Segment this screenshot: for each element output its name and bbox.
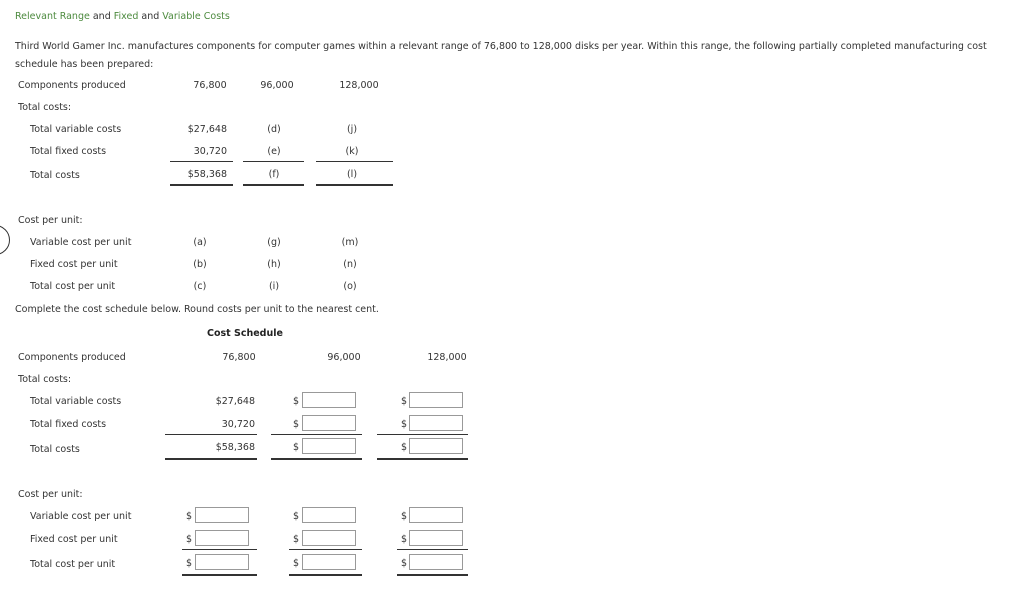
given-subtotal-rule — [170, 161, 233, 162]
currency-symbol: $ — [293, 396, 300, 407]
schedule-total-costs-label: Total costs: — [18, 374, 72, 385]
side-tab-circle — [0, 225, 10, 255]
schedule-cpu-subtotal-rule — [289, 549, 362, 550]
total-fixed-costs-96000-input[interactable] — [302, 415, 356, 431]
total-variable-costs-96000-input[interactable] — [302, 392, 356, 408]
schedule-cpu-total-rule — [397, 574, 468, 576]
given-total-costs-label: Total costs: — [18, 102, 72, 113]
given-cell: (a) — [193, 237, 207, 248]
schedule-title: Cost Schedule — [207, 328, 283, 339]
total-fixed-costs-128000-input[interactable] — [409, 415, 463, 431]
currency-symbol: $ — [401, 419, 408, 430]
total-costs-96000-input[interactable] — [302, 438, 356, 454]
currency-symbol: $ — [401, 558, 408, 569]
given-cpu-row-label: Total cost per unit — [30, 281, 116, 292]
currency-symbol: $ — [293, 442, 300, 453]
schedule-components-label: Components produced — [18, 352, 126, 363]
currency-symbol: $ — [293, 419, 300, 430]
header-relevant-range: Relevant Range — [15, 11, 90, 22]
schedule-col-2: 96,000 — [327, 352, 361, 363]
variable-cost-per-unit-96000-input[interactable] — [302, 507, 356, 523]
schedule-cpu-label: Cost per unit: — [18, 489, 83, 500]
given-cell: (o) — [343, 281, 357, 292]
variable-cost-per-unit-128000-input[interactable] — [409, 507, 463, 523]
given-cell: $58,368 — [187, 169, 227, 180]
page-header — [15, 11, 230, 22]
given-cell: (c) — [193, 281, 207, 292]
schedule-subtotal-rule — [377, 434, 468, 435]
total-cost-per-unit-128000-input[interactable] — [409, 554, 463, 570]
given-cell: $27,648 — [187, 124, 227, 135]
schedule-row-label: Total fixed costs — [30, 419, 107, 430]
currency-symbol: $ — [401, 442, 408, 453]
given-row-label: Total costs — [30, 170, 80, 181]
schedule-cpu-row-label: Variable cost per unit — [30, 511, 132, 522]
header-and-1: and — [89, 11, 114, 22]
given-row-label: Total fixed costs — [30, 146, 107, 157]
given-subtotal-rule — [316, 161, 393, 162]
given-cell: (k) — [345, 146, 359, 157]
schedule-given-cell: $58,368 — [215, 442, 255, 453]
schedule-col-1: 76,800 — [222, 352, 256, 363]
variable-cost-per-unit-76800-input[interactable] — [195, 507, 249, 523]
given-cell: (l) — [346, 169, 358, 180]
schedule-total-rule — [271, 458, 362, 460]
instruction-text: Complete the cost schedule below. Round costs per unit to the nearest cent. — [15, 304, 379, 315]
given-cell: (j) — [346, 124, 358, 135]
currency-symbol: $ — [186, 511, 193, 522]
given-cell: (e) — [267, 146, 281, 157]
fixed-cost-per-unit-96000-input[interactable] — [302, 530, 356, 546]
schedule-cpu-total-rule — [289, 574, 362, 576]
currency-symbol: $ — [186, 558, 193, 569]
currency-symbol: $ — [293, 558, 300, 569]
schedule-subtotal-rule — [165, 434, 257, 435]
intro-text: Third World Gamer Inc. manufactures components for computer games within a relevant range of 76,800 to 128,000 disks per year. Within this range, the following partially completed manufacturing cost schedule has been prepared: — [15, 41, 987, 70]
schedule-total-rule — [165, 458, 257, 460]
schedule-col-3: 128,000 — [427, 352, 467, 363]
given-total-rule — [170, 184, 233, 186]
currency-symbol: $ — [401, 396, 408, 407]
currency-symbol: $ — [293, 511, 300, 522]
total-variable-costs-128000-input[interactable] — [409, 392, 463, 408]
given-components-label: Components produced — [18, 80, 126, 91]
schedule-cpu-row-label: Total cost per unit — [30, 559, 116, 570]
schedule-total-rule — [377, 458, 468, 460]
given-row-label: Total variable costs — [30, 124, 122, 135]
given-cell: (b) — [193, 259, 207, 270]
currency-symbol: $ — [186, 534, 193, 545]
given-cpu-row-label: Variable cost per unit — [30, 237, 132, 248]
fixed-cost-per-unit-76800-input[interactable] — [195, 530, 249, 546]
given-subtotal-rule — [243, 161, 304, 162]
given-cpu-row-label: Fixed cost per unit — [30, 259, 118, 270]
schedule-given-cell: 30,720 — [221, 419, 255, 430]
schedule-row-label: Total variable costs — [30, 396, 122, 407]
schedule-cpu-total-rule — [182, 574, 257, 576]
currency-symbol: $ — [293, 534, 300, 545]
given-total-rule — [316, 184, 393, 186]
fixed-cost-per-unit-128000-input[interactable] — [409, 530, 463, 546]
schedule-cpu-row-label: Fixed cost per unit — [30, 534, 118, 545]
given-col-2: 96,000 — [260, 80, 294, 91]
given-cell: (h) — [267, 259, 281, 270]
currency-symbol: $ — [401, 534, 408, 545]
total-cost-per-unit-96000-input[interactable] — [302, 554, 356, 570]
currency-symbol: $ — [401, 511, 408, 522]
given-total-rule — [243, 184, 304, 186]
total-cost-per-unit-76800-input[interactable] — [195, 554, 249, 570]
given-cpu-label: Cost per unit: — [18, 215, 83, 226]
header-fixed: Fixed — [113, 11, 139, 22]
schedule-subtotal-rule — [271, 434, 362, 435]
schedule-cpu-subtotal-rule — [182, 549, 257, 550]
given-col-3: 128,000 — [339, 80, 379, 91]
given-cell: (m) — [341, 237, 359, 248]
given-cell: 30,720 — [193, 146, 227, 157]
schedule-given-cell: $27,648 — [215, 396, 255, 407]
given-col-1: 76,800 — [193, 80, 227, 91]
header-and-2: and — [138, 11, 163, 22]
given-cell: (g) — [267, 237, 281, 248]
total-costs-128000-input[interactable] — [409, 438, 463, 454]
given-cell: (d) — [267, 124, 281, 135]
given-cell: (n) — [343, 259, 357, 270]
schedule-row-label: Total costs — [30, 444, 80, 455]
given-cell: (i) — [268, 281, 280, 292]
given-cell: (f) — [268, 169, 280, 180]
schedule-cpu-subtotal-rule — [397, 549, 468, 550]
header-variable-costs: Variable Costs — [162, 11, 230, 22]
